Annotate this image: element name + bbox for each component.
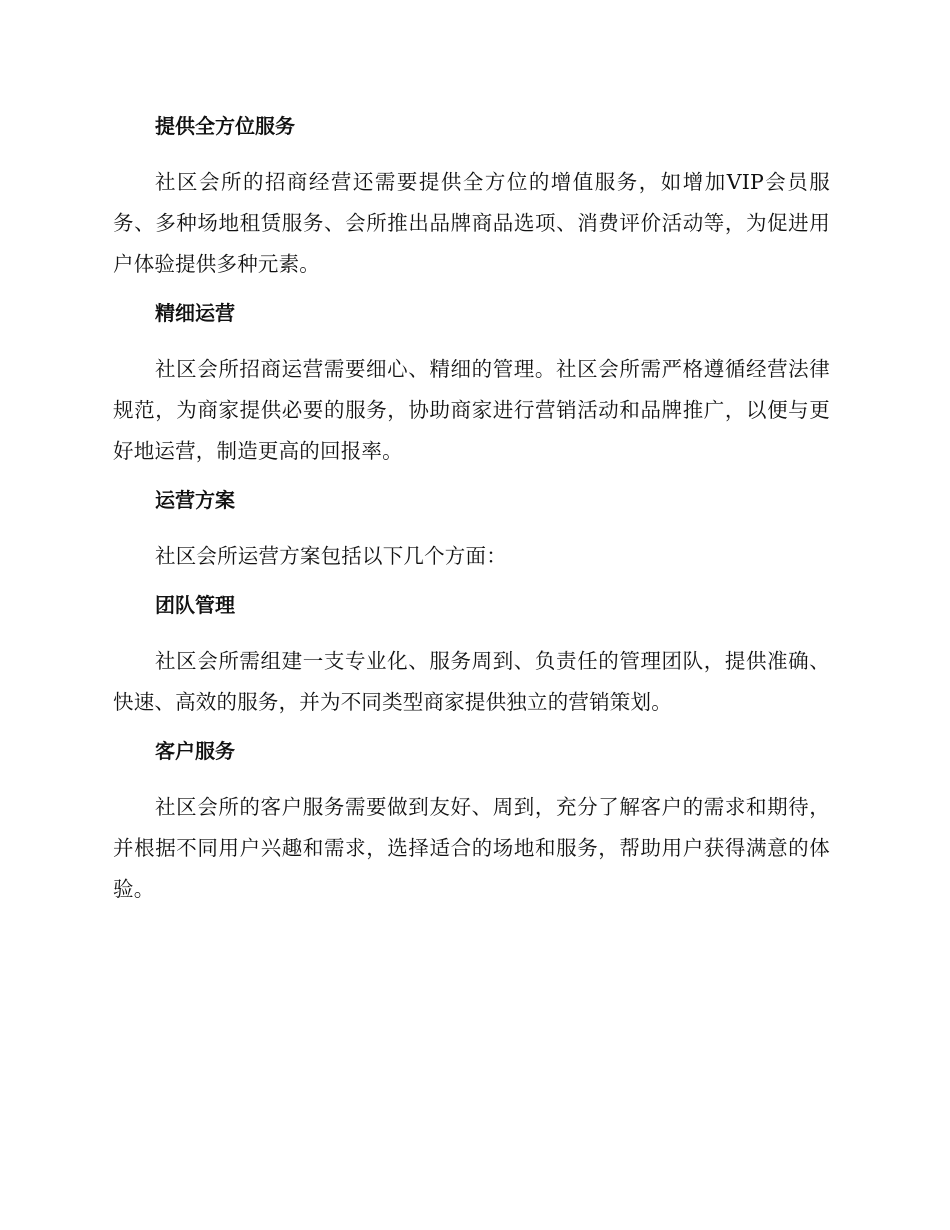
section-heading: 团队管理 [155, 593, 235, 617]
section-fine-operation [113, 295, 830, 472]
section-heading: 运营方案 [155, 488, 235, 512]
section-paragraph: 社区会所需组建一支专业化、服务周到、负责任的管理团队，提供准确、快速、高效的服务，并为不同类型商家提供独立的营销策划。 [113, 649, 830, 714]
section-full-service [113, 108, 830, 285]
section-paragraph: 社区会所的招商经营还需要提供全方位的增值服务，如增加VIP会员服务、多种场地租赁服务、会所推出品牌商品选项、消费评价活动等，为促进用户体验提供多种元素。 [113, 170, 830, 276]
section-customer-service [113, 733, 830, 910]
section-heading: 精细运营 [155, 301, 235, 325]
section-heading: 客户服务 [155, 739, 235, 763]
section-paragraph: 社区会所招商运营需要细心、精细的管理。社区会所需严格遵循经营法律规范，为商家提供必要的服务，协助商家进行营销活动和品牌推广，以便与更好地运营，制造更高的回报率。 [113, 357, 830, 463]
section-paragraph: 社区会所的客户服务需要做到友好、周到，充分了解客户的需求和期待，并根据不同用户兴趣和需求，选择适合的场地和服务，帮助用户获得满意的体验。 [113, 795, 830, 901]
section-heading: 提供全方位服务 [155, 114, 295, 138]
section-paragraph: 社区会所运营方案包括以下几个方面： [155, 544, 507, 568]
section-operation-plan [113, 482, 830, 577]
section-team-management [113, 587, 830, 723]
